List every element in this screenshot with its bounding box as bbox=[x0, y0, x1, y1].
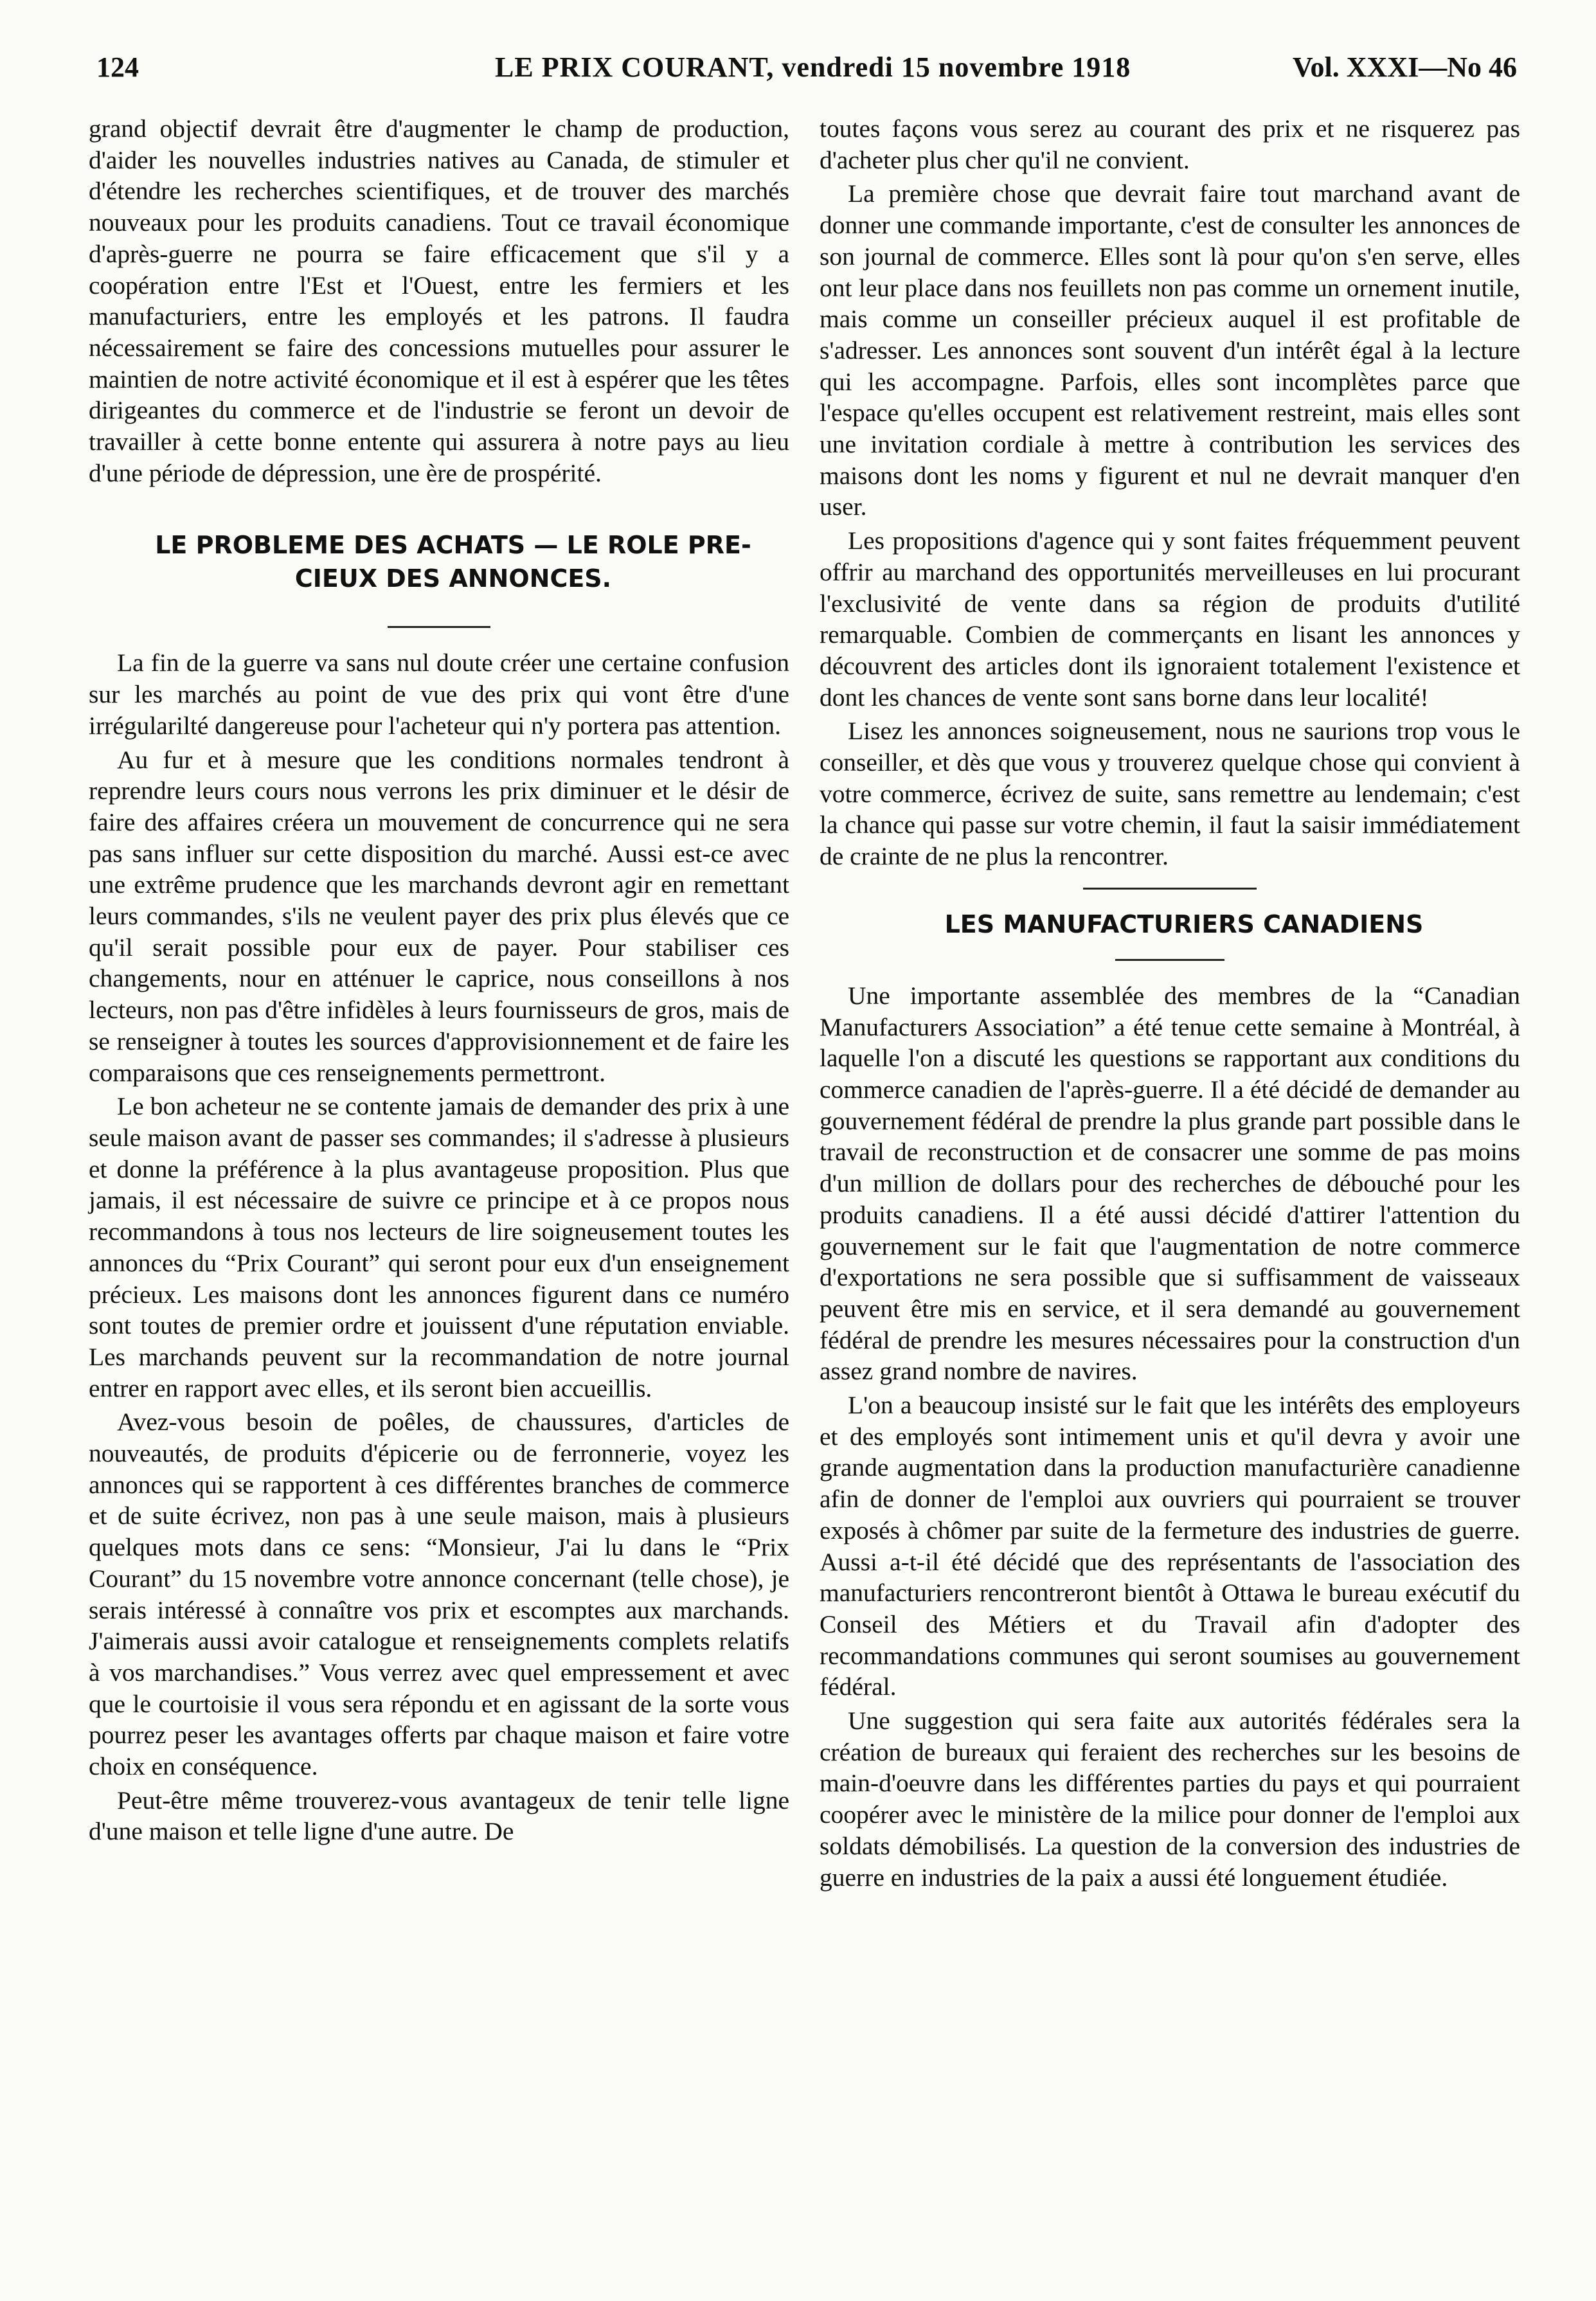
volume-number: Vol. XXXI—No 46 bbox=[1292, 51, 1517, 83]
article-paragraph: Une suggestion qui sera faite aux autorités fédérales sera la création de bureaux qui feraient des recherches sur les besoins de main-d'oeuvre dans les différentes parties du pays et qui pourraient coopérer avec le ministère de la milice pour donner de l'emploi aux soldats démobilisés. La question de la conversion des industries de guerre en industries de la paix a aussi été longuement étudiée. bbox=[820, 1706, 1520, 1892]
article-paragraph: Les propositions d'agence qui y sont faites fréquemment peuvent offrir au marchand des opportunités merveilleuses en lui procurant l'exclusivité de vente dans sa région de produits d'utilité remarquable. Combien de commerçants en lisant les annonces y découvrent des articles dont ils ignoraient totalement l'existence et dont les chances de vente sont sans borne dans leur localité! bbox=[820, 526, 1520, 712]
heading-rule bbox=[1115, 959, 1224, 961]
article-paragraph: Une importante assemblée des membres de la “Canadian Manufacturers Association” a été tenue cette semaine à Montréal, à laquelle l'on a discuté les questions se rapportant aux conditions du commerce canadien de l'après-guerre. Il a été décidé de demander au gouvernement fédéral de prendre la plus grande part possible dans le travail de reconstruction et de consacrer une somme de pas moins d'un million de dollars pour des recherches de débouché pour les produits canadiens. Il a été aussi décidé d'attirer l'attention du gouvernement sur le fait que l'augmentation de notre commerce d'exportations ne sera possible que si suffisamment de vaisseaux peuvent être mis en service, et il sera demandé au gouvernement fédéral de prendre les mesures nécessaires pour la construction d'un assez grand nombre de navires. bbox=[820, 981, 1520, 1386]
continued-paragraph: grand objectif devrait être d'augmenter le champ de production, d'aider les nouvelles industries natives au Canada, de stimuler et d'étendre les recherches scientifiques, et de trouver des marchés nouveaux pour les produits canadiens. Tout ce travail économique d'après-guerre ne pourra se faire efficacement que s'il y a coopération entre l'Est et l'Ouest, entre les fermiers et les manufacturiers, entre les employés et les patrons. Il faudra nécessairement se faire des concessions mutuelles pour assurer le maintien de notre activité économique et il est à espérer que les têtes dirigeantes du commerce et de l'industrie se feront un devoir de travailler à cette bonne entente qui assurera à notre pays au lieu d'une période de dépression, une ère de prospérité. bbox=[89, 114, 789, 487]
article-heading-line1: LE PROBLEME DES ACHATS — LE ROLE PRE- bbox=[155, 531, 751, 560]
article-paragraph: Au fur et à mesure que les conditions normales tendront à reprendre leurs cours nous verrons les prix diminuer et le désir de faire des affaires créera un mouvement de concurrence qui ne sera pas sans influer sur cette disposition du marché. Aussi est-ce avec une extrême prudence que les marchands devront agir en remettant leurs commandes, s'ils ne veulent payer des prix plus élevés que ce qu'il serait possible pour eux de payer. Pour stabiliser ces changements, nour en atténuer le caprice, nous conseillons à nos lecteurs, non pas d'être infidèles à leurs fournisseurs de gros, mais de se renseigner à toutes les sources d'approvisionnement et de faire les comparaisons que ces renseignements permettront. bbox=[89, 745, 789, 1087]
page-number: 124 bbox=[96, 51, 139, 83]
publication-title: LE PRIX COURANT, vendredi 15 novembre 1918 bbox=[495, 51, 1131, 83]
heading-rule bbox=[388, 626, 490, 628]
continued-paragraph: toutes façons vous serez au courant des prix et ne risquerez pas d'acheter plus cher qu'il ne convient. bbox=[820, 114, 1520, 174]
section-divider bbox=[1083, 888, 1257, 890]
article-paragraph: La première chose que devrait faire tout marchand avant de donner une commande importante, c'est de consulter les annonces de son journal de commerce. Elles sont là pour qu'on s'en serve, elles ont leur place dans nos feuillets non pas comme un ornement inutile, mais comme un conseiller précieux auquel il est profitable de s'adresser. Les annonces sont souvent d'un intérêt égal à la lecture qui les accompagne. Parfois, elles sont incomplètes parce que l'espace qu'elles occupent est relativement restreint, mais elles sont une invitation cordiale à mettre à contribution les services des maisons dont les noms y figurent et nul ne devrait manquer d'en user. bbox=[820, 179, 1520, 521]
article-paragraph: Lisez les annonces soigneusement, nous ne saurions trop vous le conseiller, et dès que vous y trouverez quelque chose qui convient à votre commerce, écrivez de suite, sans remettre au lendemain; c'est la chance qui passe sur votre chemin, il faut la saisir immédiatement de crainte de ne plus la rencontrer. bbox=[820, 717, 1520, 871]
article-paragraph: L'on a beaucoup insisté sur le fait que les intérêts des employeurs et des employés sont intimement unis et qu'il devra y avoir une grande augmentation dans la production manufacturière canadienne afin de donner de l'emploi aux ouvriers qui pourraient se trouver exposés à chômer par suite de la fermeture des industries de guerre. Aussi a-t-il été décidé que des représentants de l'association des manufacturiers rencontreront bientôt à Ottawa le bureau exécutif du Conseil des Métiers et du Travail afin d'adopter des recommandations communes qui seront soumises au gouvernement fédéral. bbox=[820, 1391, 1520, 1701]
left-column bbox=[89, 113, 789, 1850]
right-column bbox=[820, 113, 1520, 1895]
article-paragraph: Avez-vous besoin de poêles, de chaussures, d'articles de nouveautés, de produits d'épicerie ou de ferronnerie, voyez les annonces qui se rapportent à ces différentes branches de commerce et de suite écrivez, non pas à une seule maison, mais à plusieurs quelques mots dans ce sens: “Monsieur, J'ai lu dans le “Prix Courant” du 15 novembre votre annonce concernant (telle chose), je serais intéressé à connaître vos prix et escomptes aux marchands. J'aimerais aussi avoir catalogue et renseignements complets relatifs à vos marchandises.” Vous verrez avec quel empressement et avec que le courtoisie il vous sera répondu et en agissant de la sorte vous pourrez peser les avantages offerts par chaque maison et faire votre choix en conséquence. bbox=[89, 1408, 789, 1781]
article-paragraph: Le bon acheteur ne se contente jamais de demander des prix à une seule maison avant de passer ses commandes; il s'adresse à plusieurs et donne la préférence à la plus avantageuse proposition. Plus que jamais, il est nécessaire de suivre ce principe et à ce propos nous recommandons à tous nos lecteurs de lire soigneusement toutes les annonces du “Prix Courant” qui seront pour eux d'un enseignement précieux. Les maisons dont les annonces figurent dans ce numéro sont toutes de premier ordre et jouissent d'une réputation enviable. Les marchands peuvent sur la recommandation de notre journal entrer en rapport avec elles, et ils seront bien accueillis. bbox=[89, 1092, 789, 1402]
article-paragraph: La fin de la guerre va sans nul doute créer une certaine confusion sur les marchés au point de vue des prix qui vont être d'une irrégularilté dangereuse pour l'acheteur qui n'y portera pas attention. bbox=[89, 649, 789, 740]
article-heading-line2: CIEUX DES ANNONCES. bbox=[294, 564, 612, 593]
article-heading: LES MANUFACTURIERS CANADIENS bbox=[944, 909, 1424, 938]
page-header bbox=[96, 45, 1517, 90]
article-paragraph: Peut-être même trouverez-vous avantageux de tenir telle ligne d'une maison et telle ligne d'une autre. De bbox=[89, 1786, 789, 1846]
